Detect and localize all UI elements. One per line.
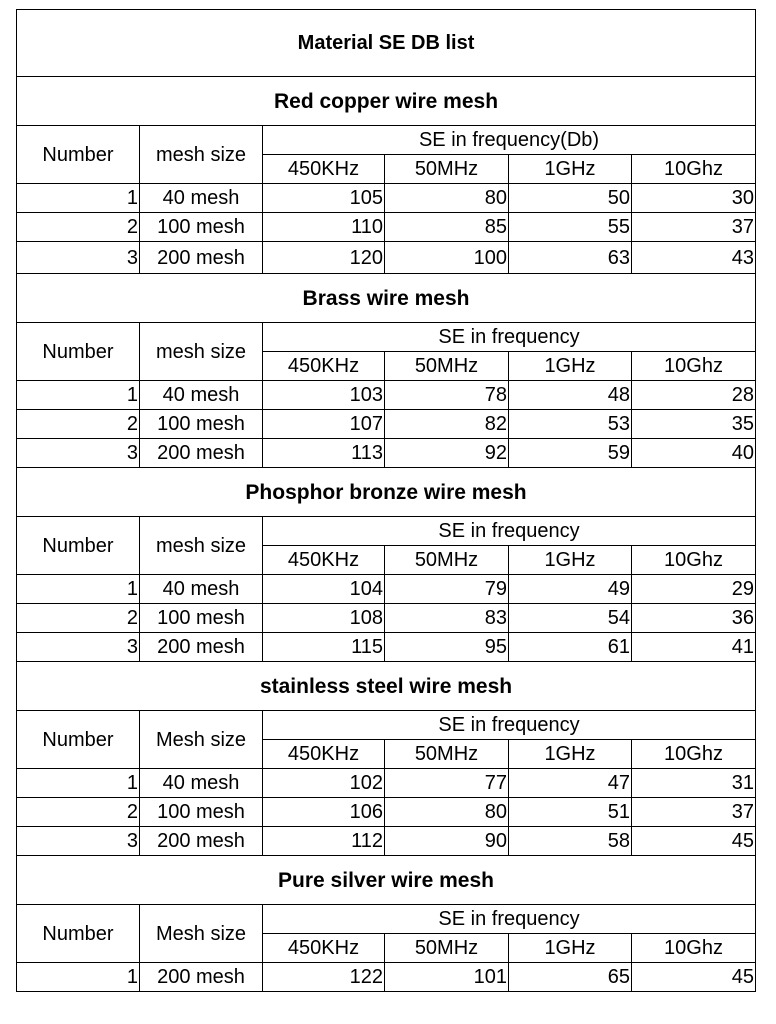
table-row [17, 439, 756, 468]
se-value-cell: 108 [263, 604, 385, 633]
se-value-cell: 102 [263, 769, 385, 798]
frequency-header: 450KHz [263, 546, 385, 575]
se-value-cell: 79 [385, 575, 509, 604]
se-value-cell: 113 [263, 439, 385, 468]
table-row [17, 769, 756, 798]
frequency-header: 10Ghz [632, 155, 756, 184]
mesh-size-cell: 100 mesh [140, 798, 263, 827]
mesh-size-header: Mesh size [140, 711, 263, 769]
table-row [17, 963, 756, 992]
se-value-cell: 80 [385, 184, 509, 213]
row-number: 3 [17, 827, 140, 856]
se-value-cell: 50 [509, 184, 632, 213]
se-value-cell: 61 [509, 633, 632, 662]
se-value-cell: 101 [385, 963, 509, 992]
frequency-header: 50MHz [385, 740, 509, 769]
mesh-size-header: mesh size [140, 517, 263, 575]
se-value-cell: 90 [385, 827, 509, 856]
row-number: 1 [17, 963, 140, 992]
row-number: 2 [17, 410, 140, 439]
se-value-cell: 45 [632, 827, 756, 856]
row-number: 2 [17, 604, 140, 633]
table-row [17, 381, 756, 410]
se-value-cell: 122 [263, 963, 385, 992]
number-header: Number [17, 323, 140, 381]
se-value-cell: 65 [509, 963, 632, 992]
table-row [17, 575, 756, 604]
row-number: 3 [17, 633, 140, 662]
se-frequency-header: SE in frequency [263, 323, 756, 352]
se-frequency-header: SE in frequency [263, 905, 756, 934]
se-value-cell: 92 [385, 439, 509, 468]
se-value-cell: 35 [632, 410, 756, 439]
row-number: 1 [17, 769, 140, 798]
row-number: 1 [17, 575, 140, 604]
table-row [17, 633, 756, 662]
section-title-row [17, 468, 756, 517]
section-title-row [17, 662, 756, 711]
mesh-size-cell: 200 mesh [140, 963, 263, 992]
mesh-size-header: Mesh size [140, 905, 263, 963]
mesh-size-cell: 200 mesh [140, 242, 263, 274]
section-title-row [17, 77, 756, 126]
se-value-cell: 28 [632, 381, 756, 410]
frequency-header: 10Ghz [632, 546, 756, 575]
se-value-cell: 43 [632, 242, 756, 274]
se-value-cell: 103 [263, 381, 385, 410]
frequency-header: 450KHz [263, 934, 385, 963]
table-row [17, 798, 756, 827]
frequency-header: 50MHz [385, 546, 509, 575]
row-number: 3 [17, 439, 140, 468]
table-row [17, 213, 756, 242]
table-row [17, 410, 756, 439]
se-value-cell: 41 [632, 633, 756, 662]
table-row [17, 184, 756, 213]
frequency-header: 450KHz [263, 155, 385, 184]
se-frequency-header: SE in frequency [263, 517, 756, 546]
frequency-header: 1GHz [509, 546, 632, 575]
se-value-cell: 78 [385, 381, 509, 410]
se-frequency-header: SE in frequency [263, 711, 756, 740]
header-row [17, 126, 756, 155]
se-value-cell: 54 [509, 604, 632, 633]
se-value-cell: 49 [509, 575, 632, 604]
mesh-size-cell: 200 mesh [140, 633, 263, 662]
header-row [17, 323, 756, 352]
se-value-cell: 45 [632, 963, 756, 992]
frequency-header: 10Ghz [632, 934, 756, 963]
se-value-cell: 95 [385, 633, 509, 662]
se-value-cell: 29 [632, 575, 756, 604]
header-row [17, 905, 756, 934]
se-value-cell: 104 [263, 575, 385, 604]
mesh-size-header: mesh size [140, 126, 263, 184]
frequency-header: 50MHz [385, 934, 509, 963]
mesh-size-cell: 100 mesh [140, 410, 263, 439]
section-title: Phosphor bronze wire mesh [17, 468, 756, 517]
section-title: Pure silver wire mesh [17, 856, 756, 905]
section-title: Brass wire mesh [17, 274, 756, 323]
mesh-size-cell: 40 mesh [140, 575, 263, 604]
se-value-cell: 107 [263, 410, 385, 439]
se-value-cell: 40 [632, 439, 756, 468]
mesh-size-cell: 100 mesh [140, 604, 263, 633]
frequency-header: 1GHz [509, 934, 632, 963]
table-row [17, 242, 756, 274]
frequency-header: 1GHz [509, 352, 632, 381]
row-number: 3 [17, 242, 140, 274]
se-value-cell: 110 [263, 213, 385, 242]
se-value-cell: 51 [509, 798, 632, 827]
mesh-size-cell: 200 mesh [140, 439, 263, 468]
se-value-cell: 47 [509, 769, 632, 798]
section-title: Red copper wire mesh [17, 77, 756, 126]
table-row [17, 604, 756, 633]
mesh-size-cell: 100 mesh [140, 213, 263, 242]
frequency-header: 50MHz [385, 155, 509, 184]
mesh-size-header: mesh size [140, 323, 263, 381]
se-value-cell: 105 [263, 184, 385, 213]
section-title: stainless steel wire mesh [17, 662, 756, 711]
se-value-cell: 58 [509, 827, 632, 856]
mesh-size-cell: 40 mesh [140, 184, 263, 213]
number-header: Number [17, 905, 140, 963]
se-value-cell: 77 [385, 769, 509, 798]
frequency-header: 50MHz [385, 352, 509, 381]
header-row [17, 517, 756, 546]
frequency-header: 1GHz [509, 740, 632, 769]
se-table [16, 9, 756, 992]
frequency-header: 450KHz [263, 352, 385, 381]
mesh-size-cell: 200 mesh [140, 827, 263, 856]
row-number: 1 [17, 381, 140, 410]
row-number: 2 [17, 798, 140, 827]
se-value-cell: 30 [632, 184, 756, 213]
frequency-header: 450KHz [263, 740, 385, 769]
frequency-header: 10Ghz [632, 352, 756, 381]
section-title-row [17, 856, 756, 905]
frequency-header: 1GHz [509, 155, 632, 184]
mesh-size-cell: 40 mesh [140, 769, 263, 798]
se-value-cell: 36 [632, 604, 756, 633]
se-value-cell: 37 [632, 213, 756, 242]
table-title: Material SE DB list [17, 10, 756, 77]
row-number: 1 [17, 184, 140, 213]
section-title-row [17, 274, 756, 323]
se-value-cell: 112 [263, 827, 385, 856]
se-database-sheet [16, 9, 755, 998]
se-value-cell: 31 [632, 769, 756, 798]
se-value-cell: 55 [509, 213, 632, 242]
number-header: Number [17, 126, 140, 184]
se-value-cell: 106 [263, 798, 385, 827]
table-title-row [17, 10, 756, 77]
se-value-cell: 120 [263, 242, 385, 274]
se-value-cell: 53 [509, 410, 632, 439]
se-value-cell: 100 [385, 242, 509, 274]
se-value-cell: 37 [632, 798, 756, 827]
number-header: Number [17, 711, 140, 769]
se-value-cell: 59 [509, 439, 632, 468]
se-value-cell: 48 [509, 381, 632, 410]
se-value-cell: 85 [385, 213, 509, 242]
se-value-cell: 63 [509, 242, 632, 274]
se-frequency-header: SE in frequency(Db) [263, 126, 756, 155]
number-header: Number [17, 517, 140, 575]
header-row [17, 711, 756, 740]
mesh-size-cell: 40 mesh [140, 381, 263, 410]
se-value-cell: 80 [385, 798, 509, 827]
frequency-header: 10Ghz [632, 740, 756, 769]
se-value-cell: 83 [385, 604, 509, 633]
se-value-cell: 82 [385, 410, 509, 439]
row-number: 2 [17, 213, 140, 242]
table-row [17, 827, 756, 856]
se-value-cell: 115 [263, 633, 385, 662]
